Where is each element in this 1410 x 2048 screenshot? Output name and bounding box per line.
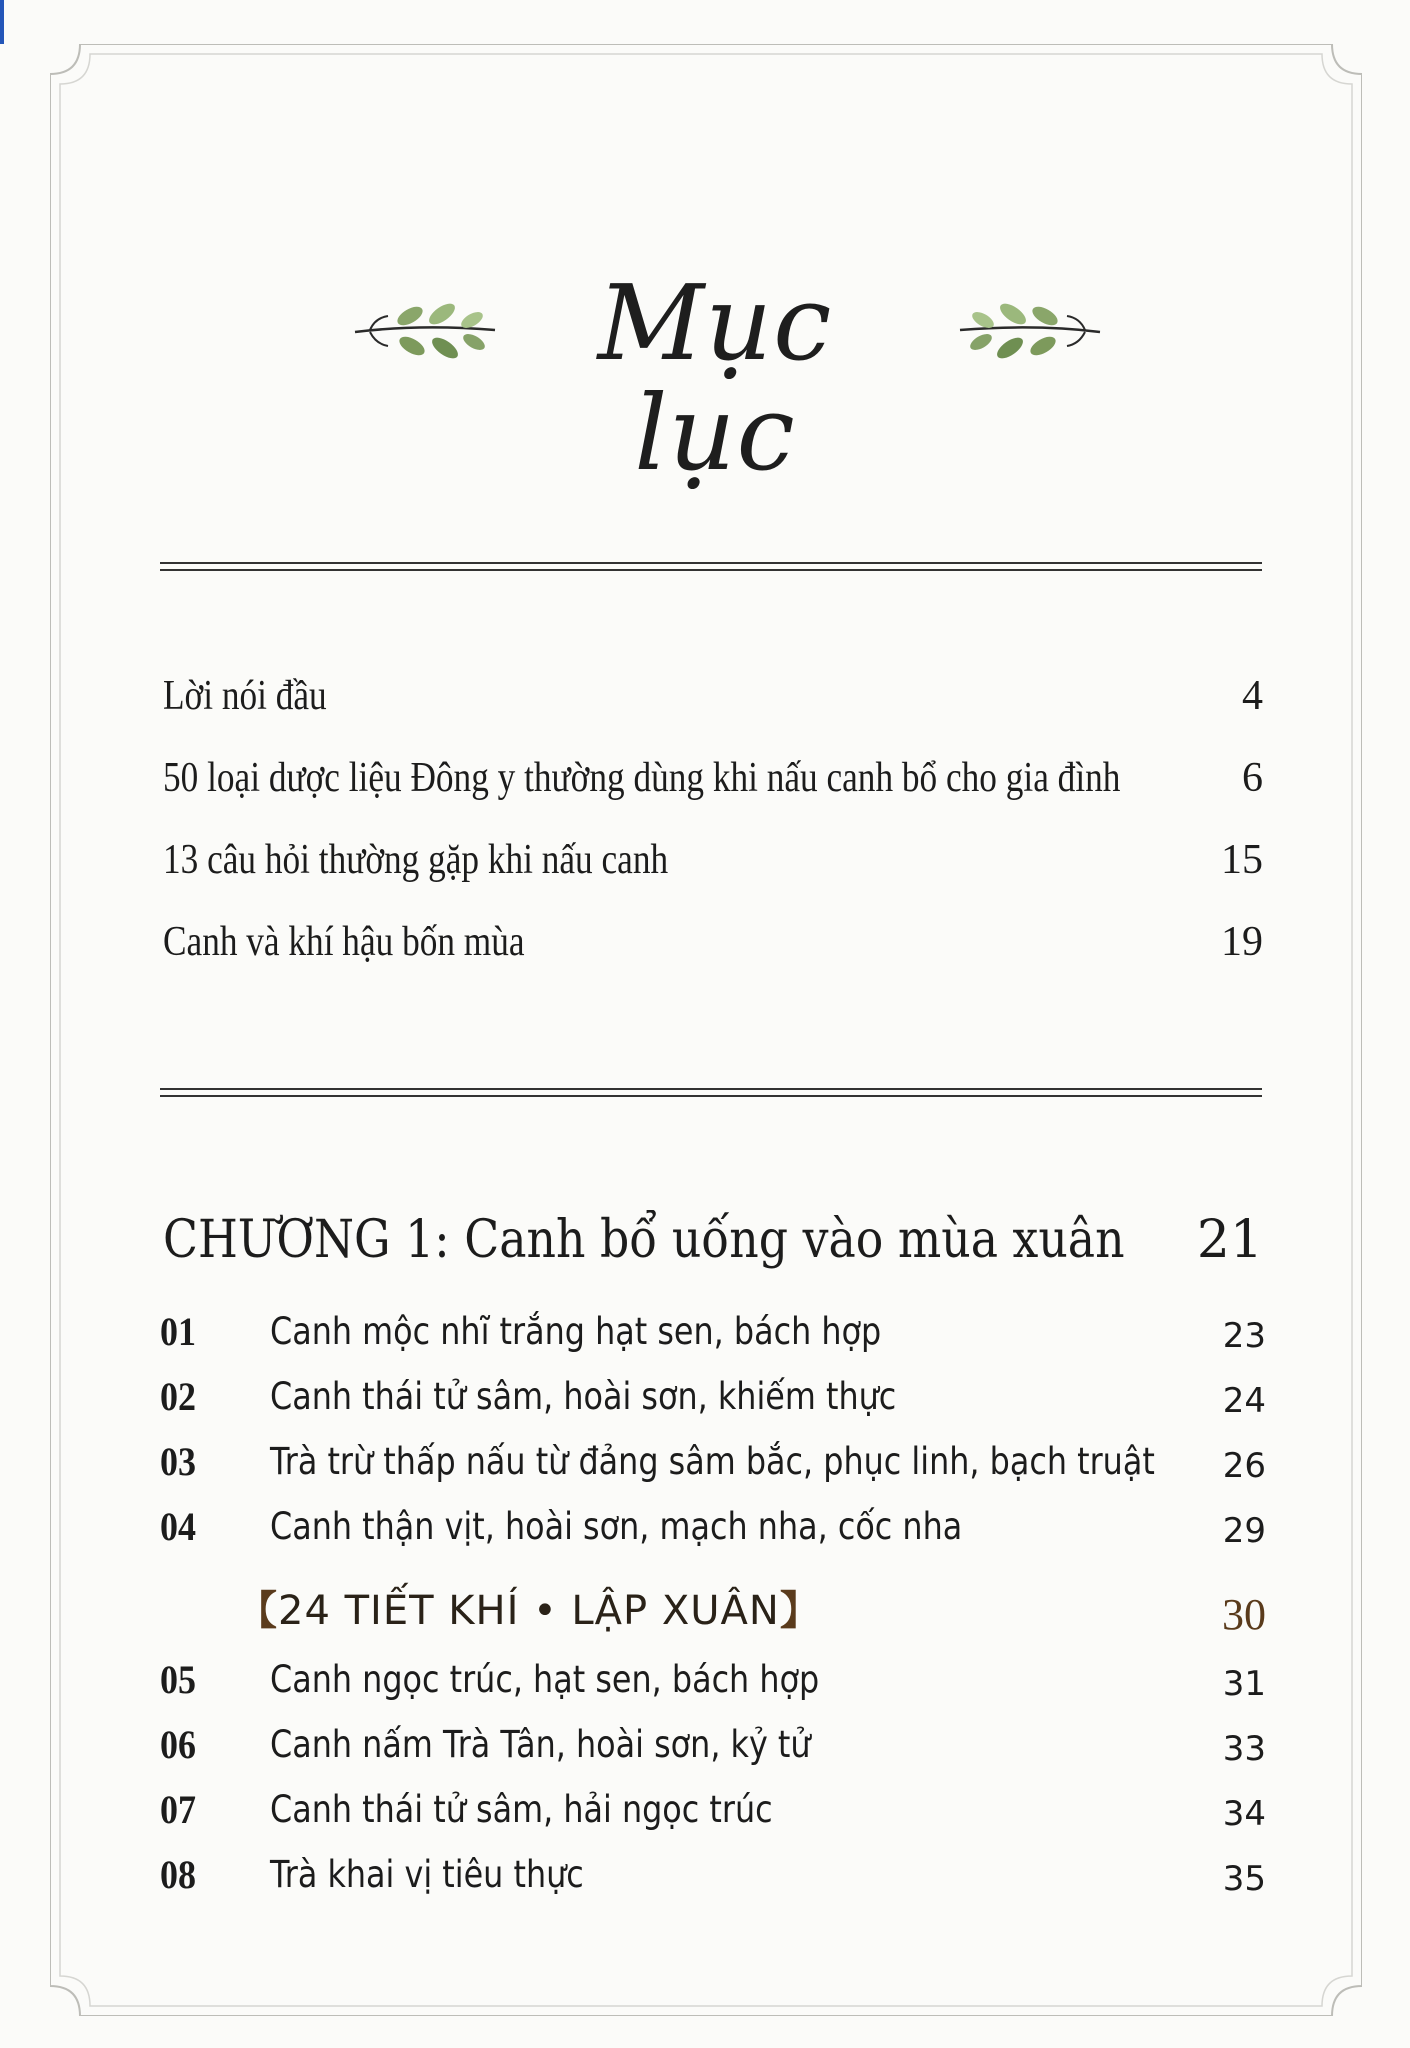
recipe-number: 03 (160, 1439, 196, 1484)
recipe-page: 35 (1222, 1859, 1266, 1899)
scan-edge-mark (0, 0, 4, 44)
toc-entry-label: Canh và khí hậu bốn mùa (163, 919, 525, 965)
recipe-number: 02 (160, 1374, 196, 1419)
solar-term-section[interactable] (237, 1578, 1266, 1644)
toc-entry-label: 50 loại dược liệu Đông y thường dùng khi nấu canh bổ cho gia đình (163, 755, 1121, 801)
recipe-title: Canh thái tử sâm, hoài sơn, khiếm thực (270, 1375, 897, 1418)
recipe-page: 26 (1222, 1446, 1266, 1486)
toc-entry[interactable] (163, 912, 1263, 972)
recipe-entry[interactable] (160, 1845, 1266, 1905)
toc-entry[interactable] (163, 830, 1263, 890)
recipe-number: 06 (160, 1722, 196, 1767)
bracket-close: 】 (779, 1588, 821, 1634)
recipe-page: 33 (1222, 1729, 1266, 1769)
recipe-number: 05 (160, 1657, 196, 1702)
recipe-number: 07 (160, 1787, 196, 1832)
chapter-title: CHƯƠNG 1: Canh bổ uống vào mùa xuân (163, 1210, 1125, 1270)
toc-entry-label: 13 câu hỏi thường gặp khi nấu canh (163, 837, 669, 883)
toc-entry[interactable] (163, 748, 1263, 808)
toc-entry-page: 4 (1242, 673, 1263, 719)
recipe-entry[interactable] (160, 1715, 1266, 1775)
title-block (0, 250, 1410, 494)
toc-entry-page: 19 (1221, 919, 1263, 965)
toc-entry-page: 15 (1221, 837, 1263, 883)
recipe-number: 01 (160, 1309, 196, 1354)
recipe-entry[interactable] (160, 1302, 1266, 1362)
double-rule-bottom (160, 1088, 1262, 1098)
chapter-page: 21 (1196, 1210, 1263, 1270)
toc-entry-label: Lời nói đầu (163, 673, 327, 719)
recipe-entry[interactable] (160, 1367, 1266, 1427)
recipe-page: 34 (1222, 1794, 1266, 1834)
recipe-page: 23 (1222, 1316, 1266, 1356)
recipe-page: 29 (1222, 1511, 1266, 1551)
recipe-title: Canh nấm Trà Tân, hoài sơn, kỷ tử (270, 1723, 811, 1766)
bracket-open: 【 (237, 1588, 278, 1634)
recipe-title: Trà trừ thấp nấu từ đảng sâm bắc, phục linh, bạch truật (270, 1440, 1155, 1483)
recipe-title: Trà khai vị tiêu thực (270, 1853, 584, 1896)
recipe-title: Canh mộc nhĩ trắng hạt sen, bách hợp (270, 1310, 882, 1353)
recipe-title: Canh thận vịt, hoài sơn, mạch nha, cốc nha (270, 1505, 963, 1548)
recipe-number: 08 (160, 1852, 196, 1897)
recipe-entry[interactable] (160, 1497, 1266, 1557)
toc-entry[interactable] (163, 666, 1263, 726)
recipe-entry[interactable] (160, 1432, 1266, 1492)
recipe-entry[interactable] (160, 1780, 1266, 1840)
page-title: Mục lục (597, 262, 833, 494)
solar-term-text: 24 TIẾT KHÍ • LẬP XUÂN (278, 1588, 780, 1634)
recipe-title: Canh thái tử sâm, hải ngọc trúc (270, 1788, 773, 1831)
recipe-number: 04 (160, 1504, 196, 1549)
recipe-entry[interactable] (160, 1650, 1266, 1710)
solar-term-page: 30 (1222, 1590, 1266, 1639)
double-rule-top (160, 562, 1262, 572)
solar-term-label (237, 1578, 821, 1644)
chapter-heading[interactable] (163, 1205, 1263, 1275)
recipe-title: Canh ngọc trúc, hạt sen, bách hợp (270, 1658, 820, 1701)
recipe-page: 31 (1222, 1664, 1266, 1704)
leaf-sprig-left-icon (350, 290, 500, 370)
toc-entry-page: 6 (1242, 755, 1263, 801)
recipe-page: 24 (1222, 1381, 1266, 1421)
leaf-sprig-right-icon (955, 290, 1105, 370)
